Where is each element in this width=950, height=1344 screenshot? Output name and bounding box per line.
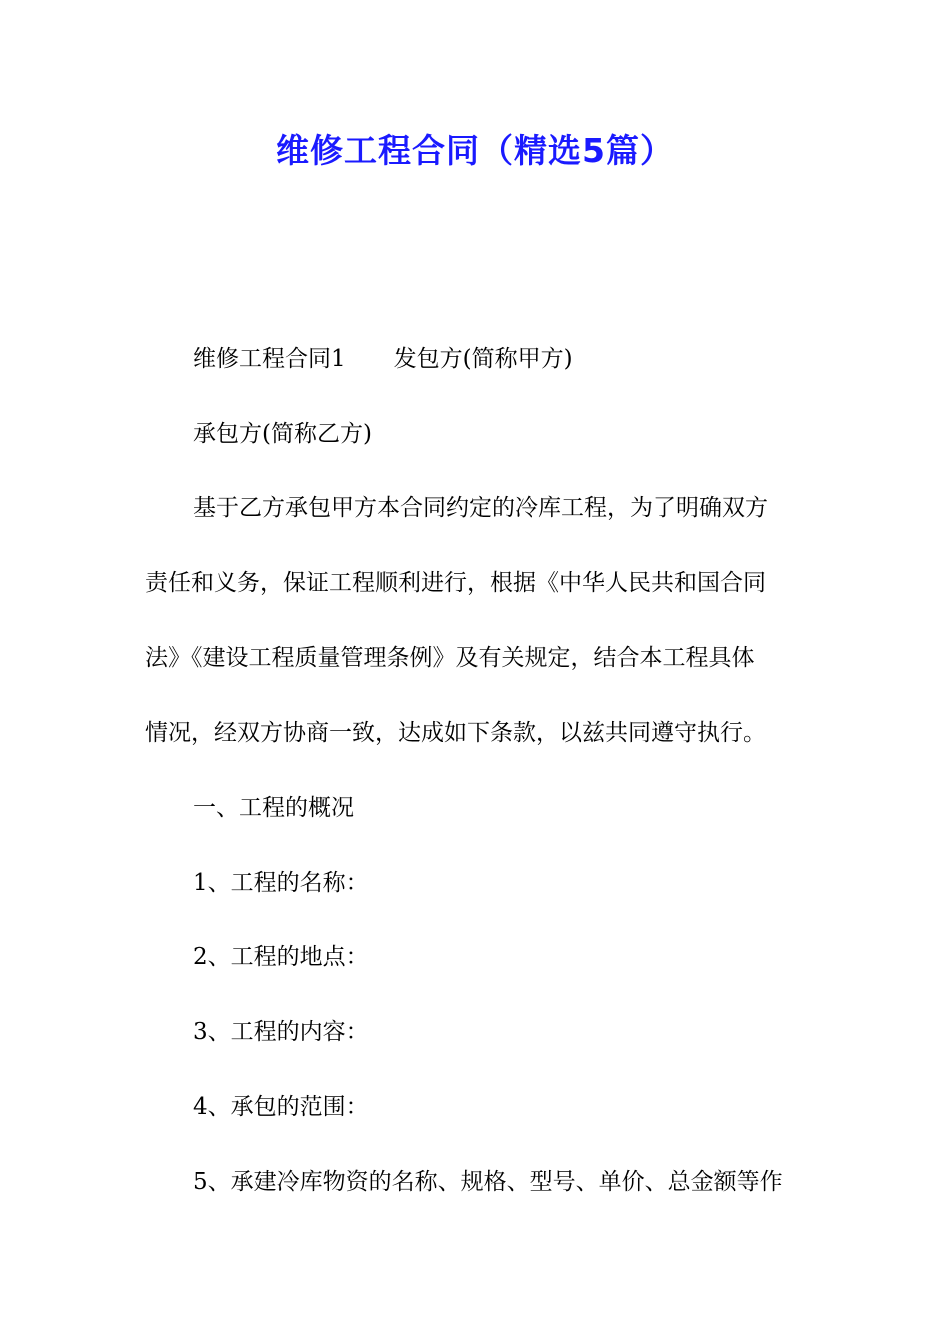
preamble-line-1: 基于乙方承包甲方本合同约定的冷库工程，为了明确双方 [193, 495, 768, 521]
list-item: 4、承包的范围： [193, 1094, 369, 1120]
list-item: 5、承建冷库物资的名称、规格、型号、单价、总金额等作 [193, 1169, 783, 1195]
preamble-line-2: 责任和义务，保证工程顺利进行，根据《中华人民共和国合同 [145, 570, 766, 596]
preamble-line-4: 情况，经双方协商一致，达成如下条款，以兹共同遵守执行。 [145, 720, 766, 746]
section-heading: 一、工程的概况 [193, 795, 354, 821]
list-item: 3、工程的内容： [193, 1019, 369, 1045]
party-a-label: 发包方(简称甲方) [393, 346, 573, 372]
preamble-line-3: 法》《建设工程质量管理条例》及有关规定，结合本工程具体 [145, 645, 755, 671]
heading-line [193, 342, 805, 376]
document-title: 维修工程合同（精选5篇） [276, 131, 674, 170]
contract-number-label: 维修工程合同1 [193, 346, 346, 372]
list-item: 2、工程的地点： [193, 944, 369, 970]
party-b-label: 承包方(简称乙方) [193, 421, 372, 447]
list-item: 1、工程的名称： [193, 870, 369, 896]
